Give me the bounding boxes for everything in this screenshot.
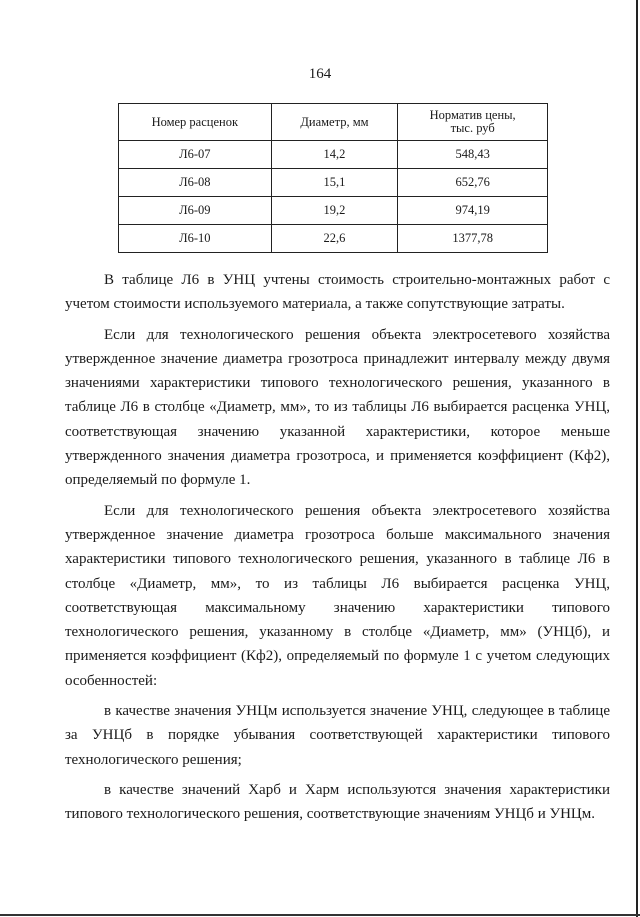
- cell-rate-number: Л6-08: [119, 169, 272, 197]
- cell-diameter: 22,6: [271, 225, 398, 253]
- table-row: [119, 141, 548, 169]
- header-diameter: Диаметр, мм: [271, 104, 398, 141]
- paragraph: Если для технологического решения объекта электросетевого хозяйства утвержденное значение диаметра грозотроса больше максимального значения характеристики типового технологического решения, указанного в таблице Л6 в столбце «Диаметр, мм», то из таблицы Л6 выбирается расценка УНЦ, соответствующая максимальному значению характеристики типового технологического решения, указанному в столбце «Диаметр, мм» (УНЦб), и применяется коэффициент (Кф2), определяемый по формуле 1 с учетом следующих особенностей:: [65, 502, 610, 689]
- cell-diameter: 14,2: [271, 141, 398, 169]
- paragraph: Если для технологического решения объекта электросетевого хозяйства утвержденное значение диаметра грозотроса принадлежит интервалу между двумя значениями характеристики типового технологического решения, указанного в таблице Л6 в столбце «Диаметр, мм», то из таблицы Л6 выбирается расценка УНЦ, соответствующая значению указанной характеристики, которое меньше утвержденного значения диаметра грозотроса, и применяется коэффициент (Кф2), определяемый по формуле 1.: [65, 326, 610, 489]
- table-row: [119, 225, 548, 253]
- header-price-norm: [398, 104, 548, 141]
- paragraph: В таблице Л6 в УНЦ учтены стоимость строительно-монтажных работ с учетом стоимости используемого материала, а также сопутствующие затраты.: [65, 272, 610, 313]
- cell-price: 548,43: [398, 141, 548, 169]
- paragraph: в качестве значения УНЦм используется значение УНЦ, следующее в таблице за УНЦб в порядке убывания соответствующей характеристики типового технологического решения;: [65, 703, 610, 768]
- header-rate-number: Номер расценок: [119, 104, 272, 141]
- scan-border-right: [636, 0, 638, 917]
- table-row: [119, 169, 548, 197]
- header-price-norm-text: Норматив цены, тыс. руб: [429, 108, 516, 135]
- table-header-row: [119, 104, 548, 141]
- cell-price: 1377,78: [398, 225, 548, 253]
- cell-rate-number: Л6-09: [119, 197, 272, 225]
- price-table: [118, 103, 548, 253]
- scan-border-bottom: [0, 914, 640, 916]
- cell-price: 974,19: [398, 197, 548, 225]
- paragraph: в качестве значений Харб и Харм используются значения характеристики типового технологического решения, соответствующие значениям УНЦб и УНЦм.: [65, 781, 610, 823]
- cell-diameter: 15,1: [271, 169, 398, 197]
- page-number: 164: [308, 66, 332, 82]
- cell-diameter: 19,2: [271, 197, 398, 225]
- cell-rate-number: Л6-10: [119, 225, 272, 253]
- cell-rate-number: Л6-07: [119, 141, 272, 169]
- table-row: [119, 197, 548, 225]
- body-text: [65, 268, 610, 827]
- cell-price: 652,76: [398, 169, 548, 197]
